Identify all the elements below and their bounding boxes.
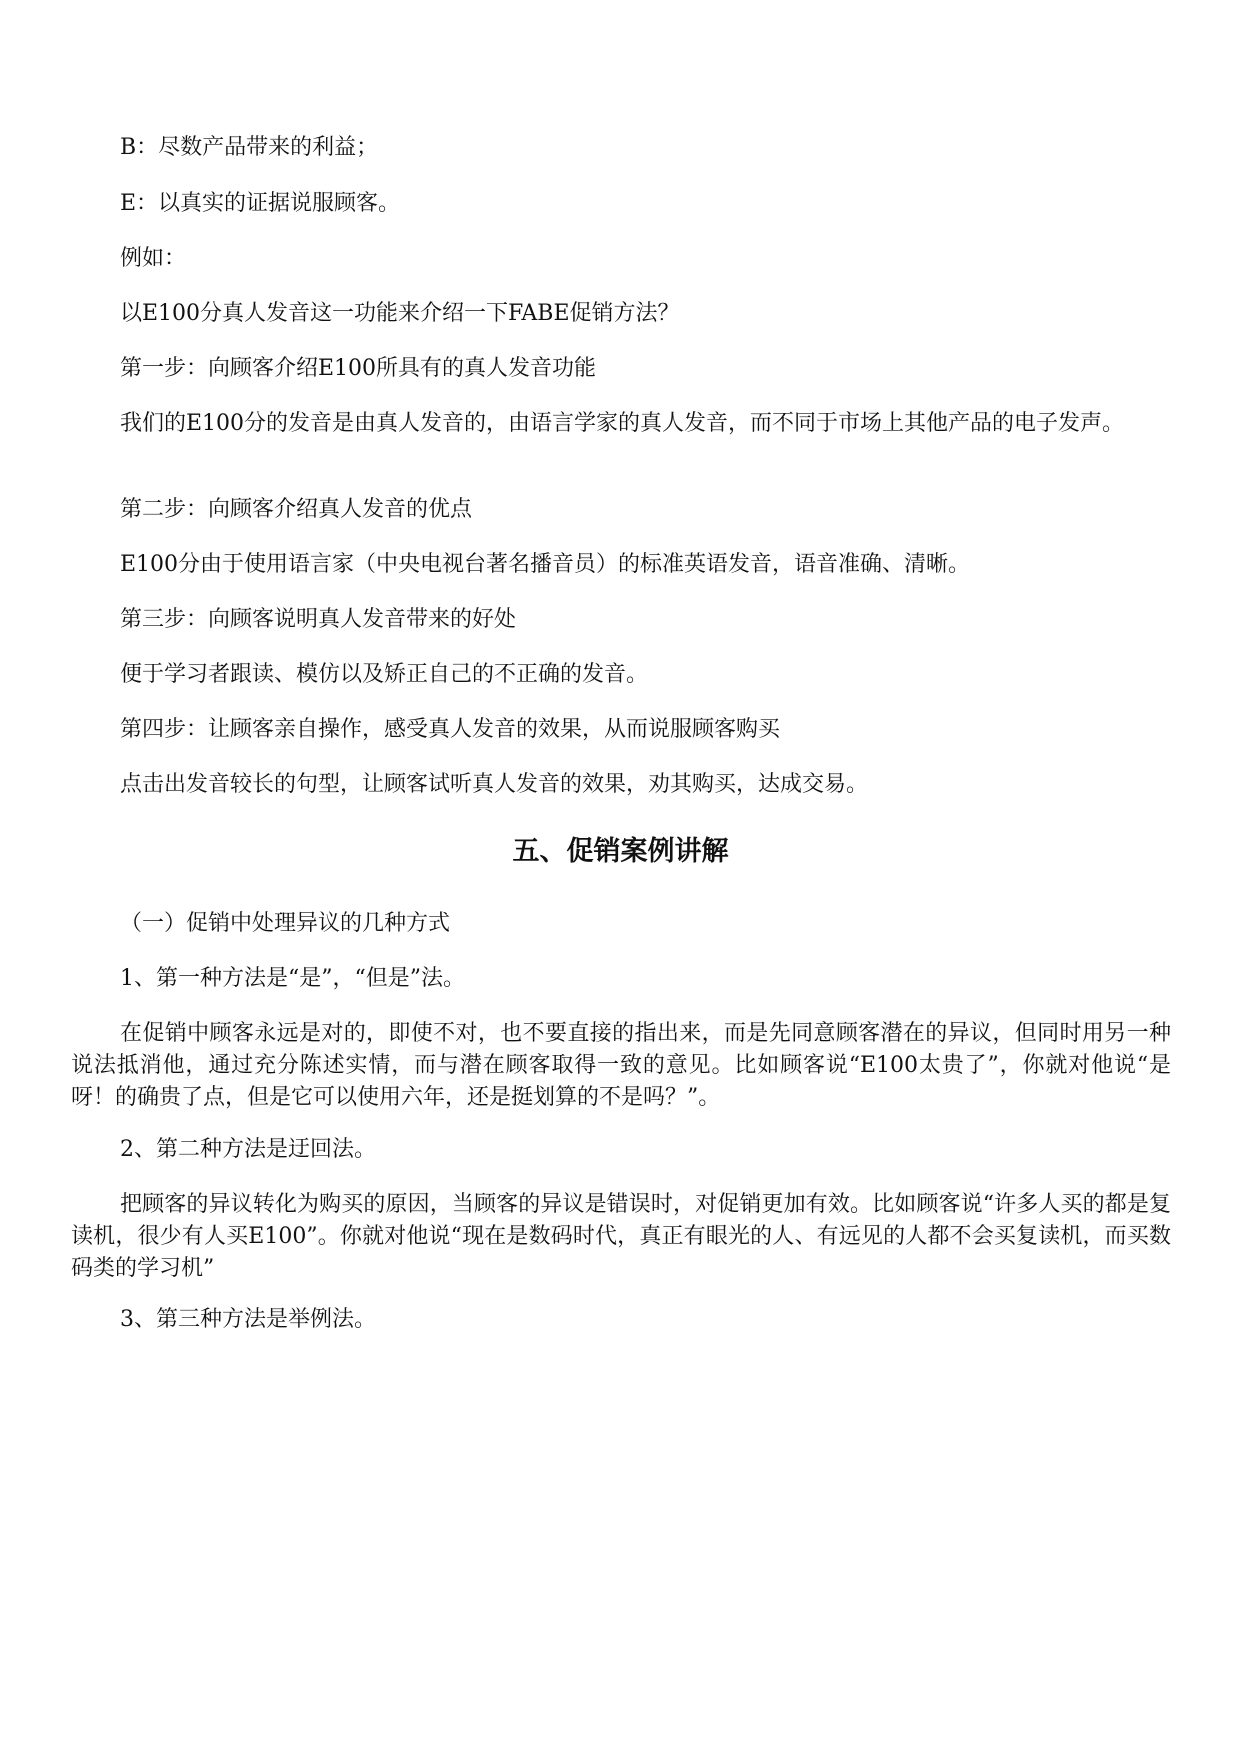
section-heading: 五、促销案例讲解 (512, 836, 729, 867)
paragraph-method-one: 1、第一种方法是“是”，“但是”法。 (120, 966, 465, 991)
paragraph-benefit: B：尽数产品带来的利益； (120, 135, 379, 160)
paragraph-method-one-detail: 在促销中顾客永远是对的，即使不对，也不要直接的指出来，而是先同意顾客潜在的异议，但同时用另一种说法抵消他，通过充分陈述实情，而与潜在顾客取得一致的意见。比如顾客说“E100太贵了”，你就对他说“是呀！的确贵了点，但是它可以使用六年，还是挺划算的不是吗？”。 (71, 1021, 1171, 1110)
paragraph-method-two-detail: 把顾客的异议转化为购买的原因，当顾客的异议是错误时，对促销更加有效。比如顾客说“许多人买的都是复读机，很少有人买E100”。你就对他说“现在是数码时代，真正有眼光的人、有远见的人都不会买复读机，而买数码类的学习机” (71, 1192, 1171, 1281)
paragraph-method-two: 2、第二种方法是迂回法。 (120, 1137, 376, 1162)
paragraph-step-two-detail: E100分由于使用语言家（中央电视台著名播音员）的标准英语发音，语音准确、清晰。 (120, 552, 971, 577)
paragraph-example-question: 以E100分真人发音这一功能来介绍一下FABE促销方法？ (120, 301, 680, 326)
paragraph-subsection-title: （一）促销中处理异议的几种方式 (120, 911, 451, 936)
paragraph-evidence: E：以真实的证据说服顾客。 (120, 191, 401, 216)
paragraph-example-label: 例如： (120, 246, 187, 271)
paragraph-method-three: 3、第三种方法是举例法。 (120, 1307, 376, 1332)
paragraph-step-two: 第二步：向顾客介绍真人发音的优点 (120, 497, 473, 522)
paragraph-step-one: 第一步：向顾客介绍E100所具有的真人发音功能 (120, 356, 597, 381)
paragraph-step-one-detail: 我们的E100分的发音是由真人发音的，由语言学家的真人发音，而不同于市场上其他产品的电子发声。 (120, 411, 1125, 436)
paragraph-step-four: 第四步：让顾客亲自操作，感受真人发音的效果，从而说服顾客购买 (120, 717, 781, 742)
paragraph-step-three: 第三步：向顾客说明真人发音带来的好处 (120, 607, 517, 632)
paragraph-step-four-detail: 点击出发音较长的句型，让顾客试听真人发音的效果，劝其购买，达成交易。 (120, 772, 869, 797)
paragraph-step-three-detail: 便于学习者跟读、模仿以及矫正自己的不正确的发音。 (120, 662, 649, 687)
